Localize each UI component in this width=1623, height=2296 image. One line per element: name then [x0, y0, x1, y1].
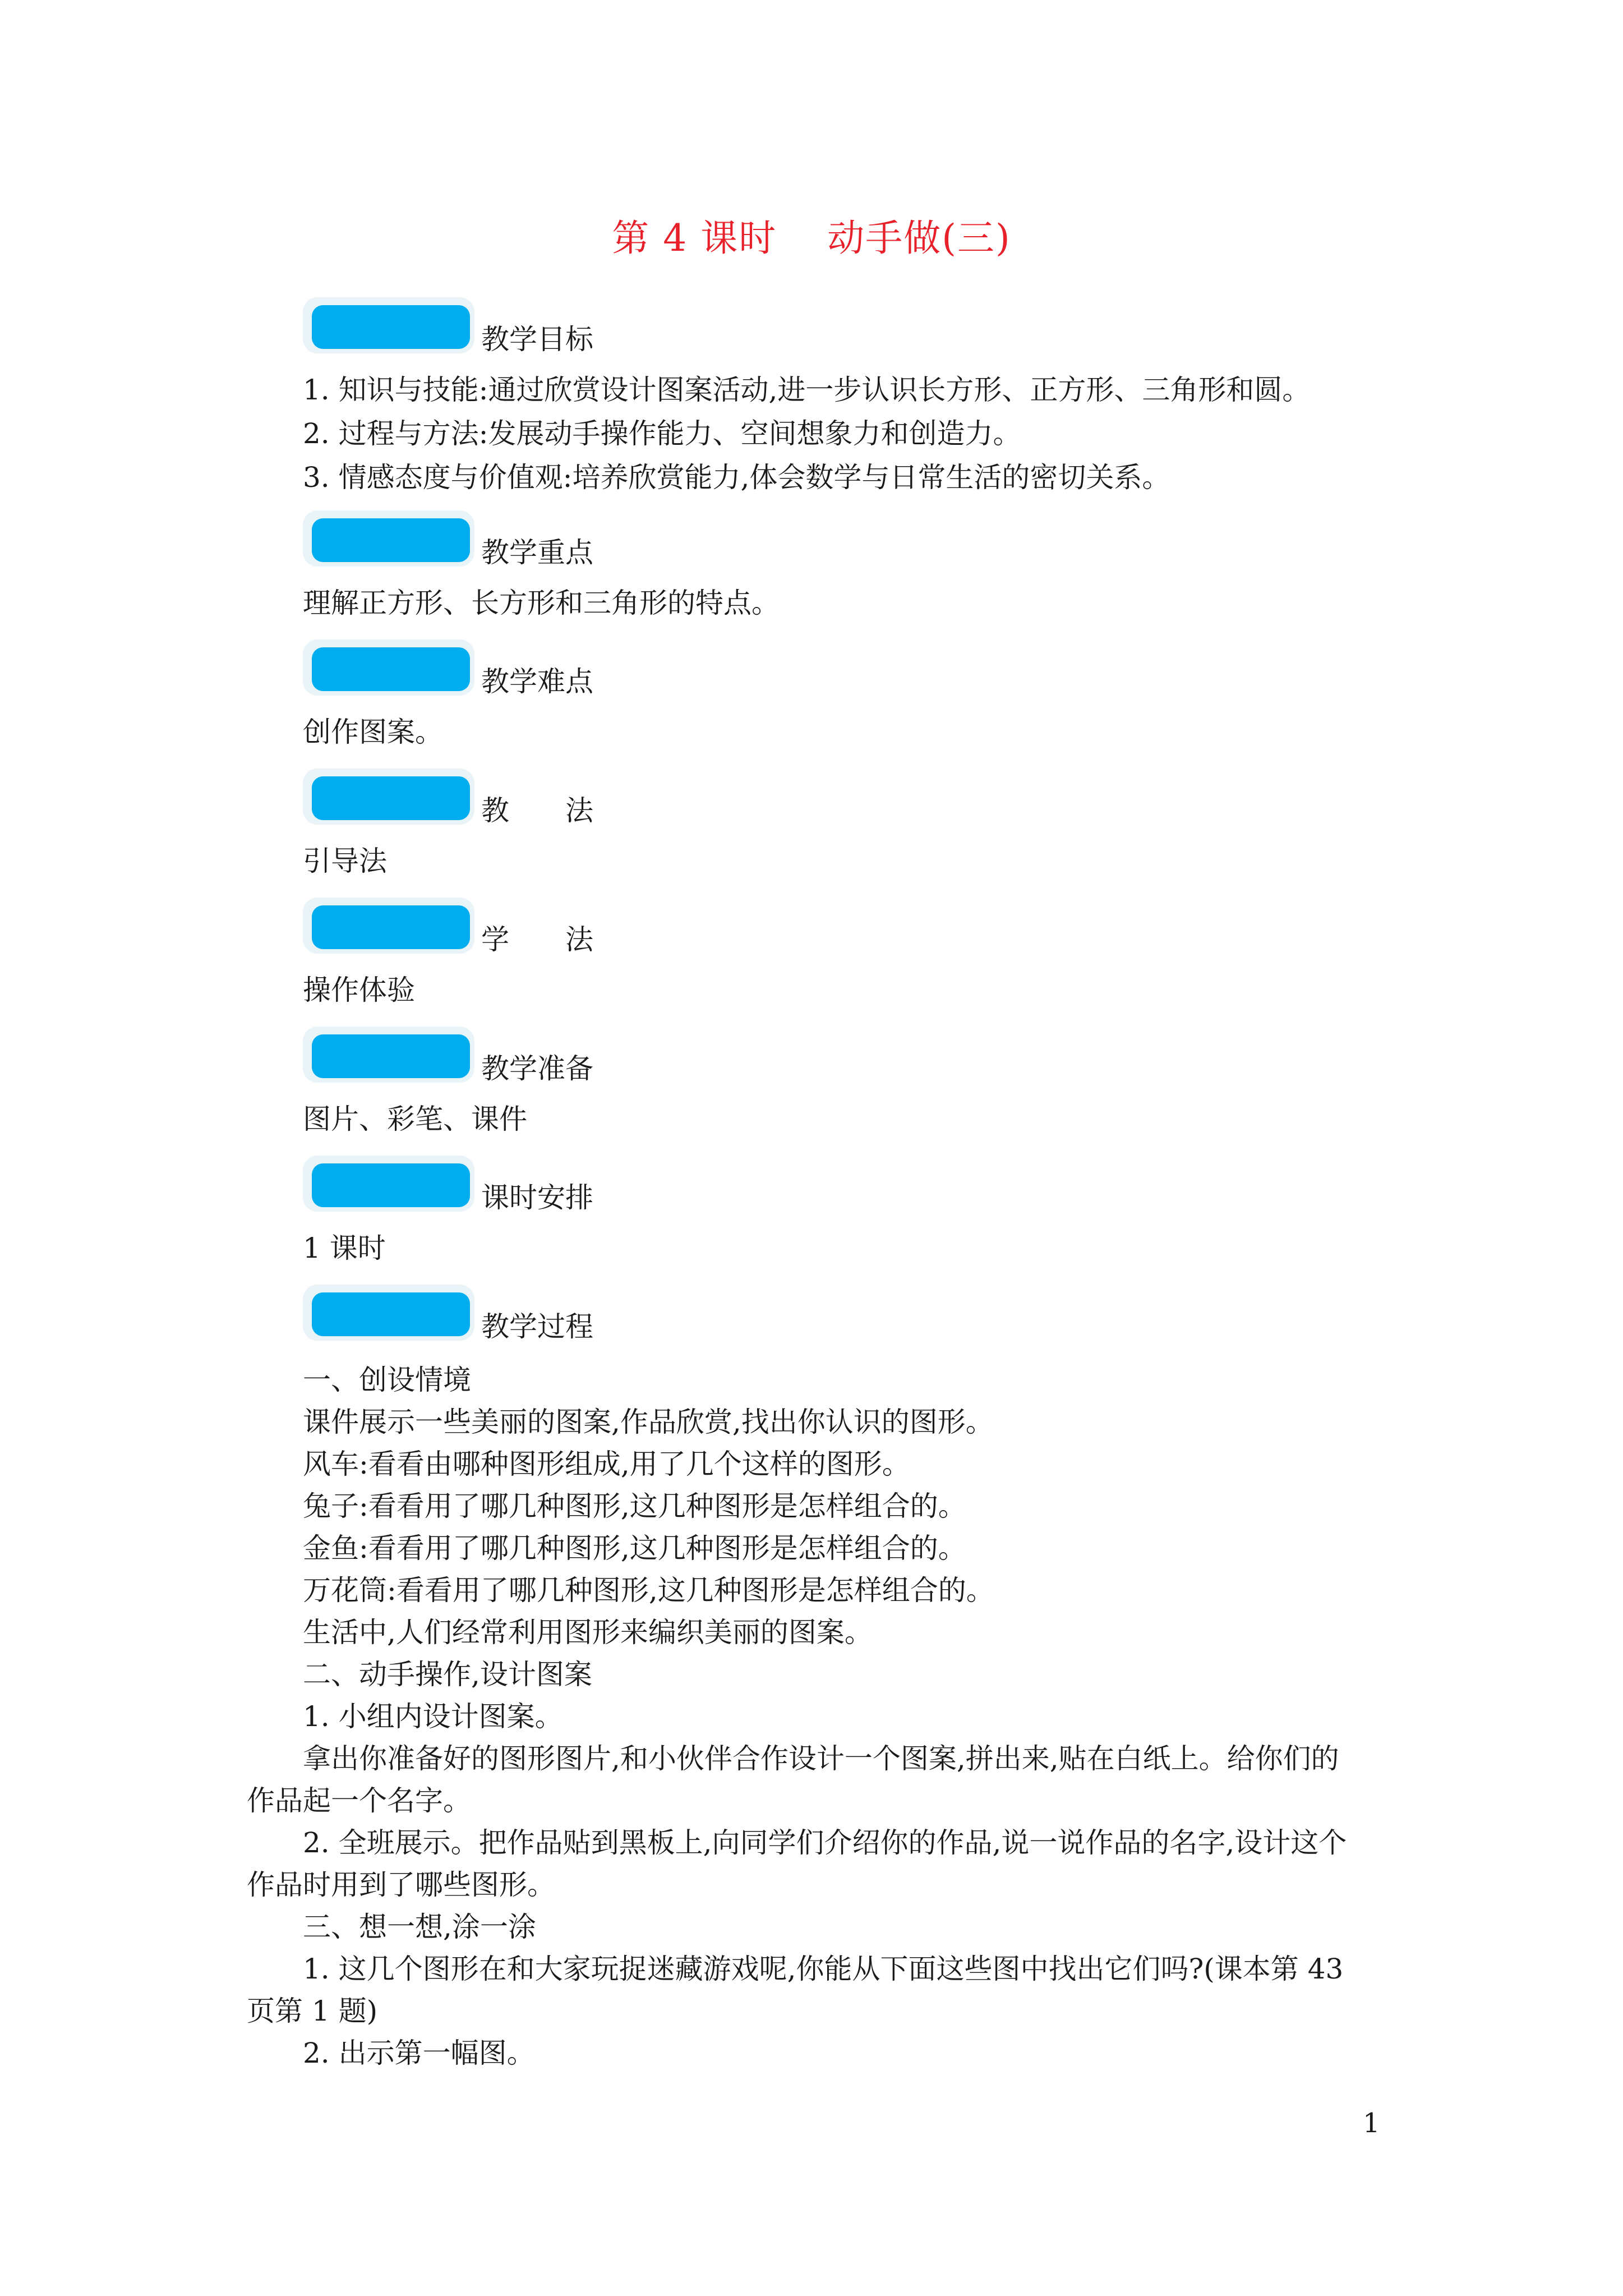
section-teaching-method	[303, 769, 808, 830]
process-line: 1. 这几个图形在和大家玩捉迷藏游戏呢,你能从下面这些图中找出它们吗?(课本第 43	[303, 1953, 1344, 1985]
process-heading: 三、想一想,涂一涂	[303, 1911, 536, 1943]
section-label-learning-method: 学法	[481, 923, 649, 956]
process-line: 风车:看看由哪种图形组成,用了几个这样的图形。	[303, 1448, 910, 1480]
section-badge	[303, 639, 474, 696]
schedule-text: 1 课时	[303, 1232, 386, 1264]
process-line: 2. 全班展示。把作品贴到黑板上,向同学们介绍你的作品,说一说作品的名字,设计这个	[303, 1826, 1347, 1859]
process-line: 万花筒:看看用了哪几种图形,这几种图形是怎样组合的。	[303, 1574, 994, 1607]
objective-item: 3. 情感态度与价值观:培养欣赏能力,体会数学与日常生活的密切关系。	[303, 461, 1170, 494]
section-process	[303, 1285, 808, 1346]
section-label-preparation: 教学准备	[481, 1052, 593, 1085]
lesson-topic: 动手做(三)	[827, 217, 1011, 260]
process-heading: 二、动手操作,设计图案	[303, 1658, 592, 1691]
section-badge	[303, 1027, 474, 1083]
page-title	[0, 213, 1623, 264]
section-label-objectives: 教学目标	[481, 323, 593, 356]
section-badge	[303, 297, 474, 353]
page-number: 1	[1363, 2108, 1380, 2139]
section-label-schedule: 课时安排	[481, 1181, 593, 1214]
process-heading: 一、创设情境	[303, 1364, 471, 1396]
preparation-text: 图片、彩笔、课件	[303, 1103, 527, 1135]
section-difficulties	[303, 639, 808, 701]
section-schedule	[303, 1156, 808, 1217]
section-key-points	[303, 510, 808, 572]
process-line: 2. 出示第一幅图。	[303, 2037, 535, 2069]
section-label-teaching-method: 教法	[481, 794, 649, 827]
section-badge	[303, 769, 474, 825]
process-line: 生活中,人们经常利用图形来编织美丽的图案。	[303, 1616, 873, 1649]
process-line: 1. 小组内设计图案。	[303, 1700, 563, 1733]
process-line: 拿出你准备好的图形图片,和小伙伴合作设计一个图案,拼出来,贴在白纸上。给你们的	[303, 1742, 1339, 1775]
objective-item: 2. 过程与方法:发展动手操作能力、空间想象力和创造力。	[303, 417, 1021, 450]
learning-method-text: 操作体验	[303, 974, 415, 1006]
lesson-number: 第 4 课时	[612, 217, 777, 260]
process-line-cont: 作品起一个名字。	[247, 1784, 471, 1817]
section-label-process: 教学过程	[481, 1310, 593, 1343]
section-badge	[303, 510, 474, 567]
section-badge	[303, 1285, 474, 1341]
process-line: 金鱼:看看用了哪几种图形,这几种图形是怎样组合的。	[303, 1532, 966, 1565]
section-preparation	[303, 1027, 808, 1088]
process-line: 课件展示一些美丽的图案,作品欣赏,找出你认识的图形。	[303, 1406, 994, 1438]
section-label-key-points: 教学重点	[481, 536, 593, 569]
section-learning-method	[303, 898, 808, 959]
section-objectives	[303, 297, 808, 359]
process-line-cont: 作品时用到了哪些图形。	[247, 1869, 555, 1901]
process-line-cont: 页第 1 题)	[247, 1995, 378, 2027]
section-label-difficulties: 教学难点	[481, 665, 593, 698]
objective-item: 1. 知识与技能:通过欣赏设计图案活动,进一步认识长方形、正方形、三角形和圆。	[303, 374, 1311, 406]
difficulties-text: 创作图案。	[303, 716, 443, 748]
section-badge	[303, 1156, 474, 1212]
section-badge	[303, 898, 474, 954]
teaching-method-text: 引导法	[303, 845, 387, 877]
key-points-text: 理解正方形、长方形和三角形的特点。	[303, 587, 780, 619]
process-line: 兔子:看看用了哪几种图形,这几种图形是怎样组合的。	[303, 1490, 966, 1522]
